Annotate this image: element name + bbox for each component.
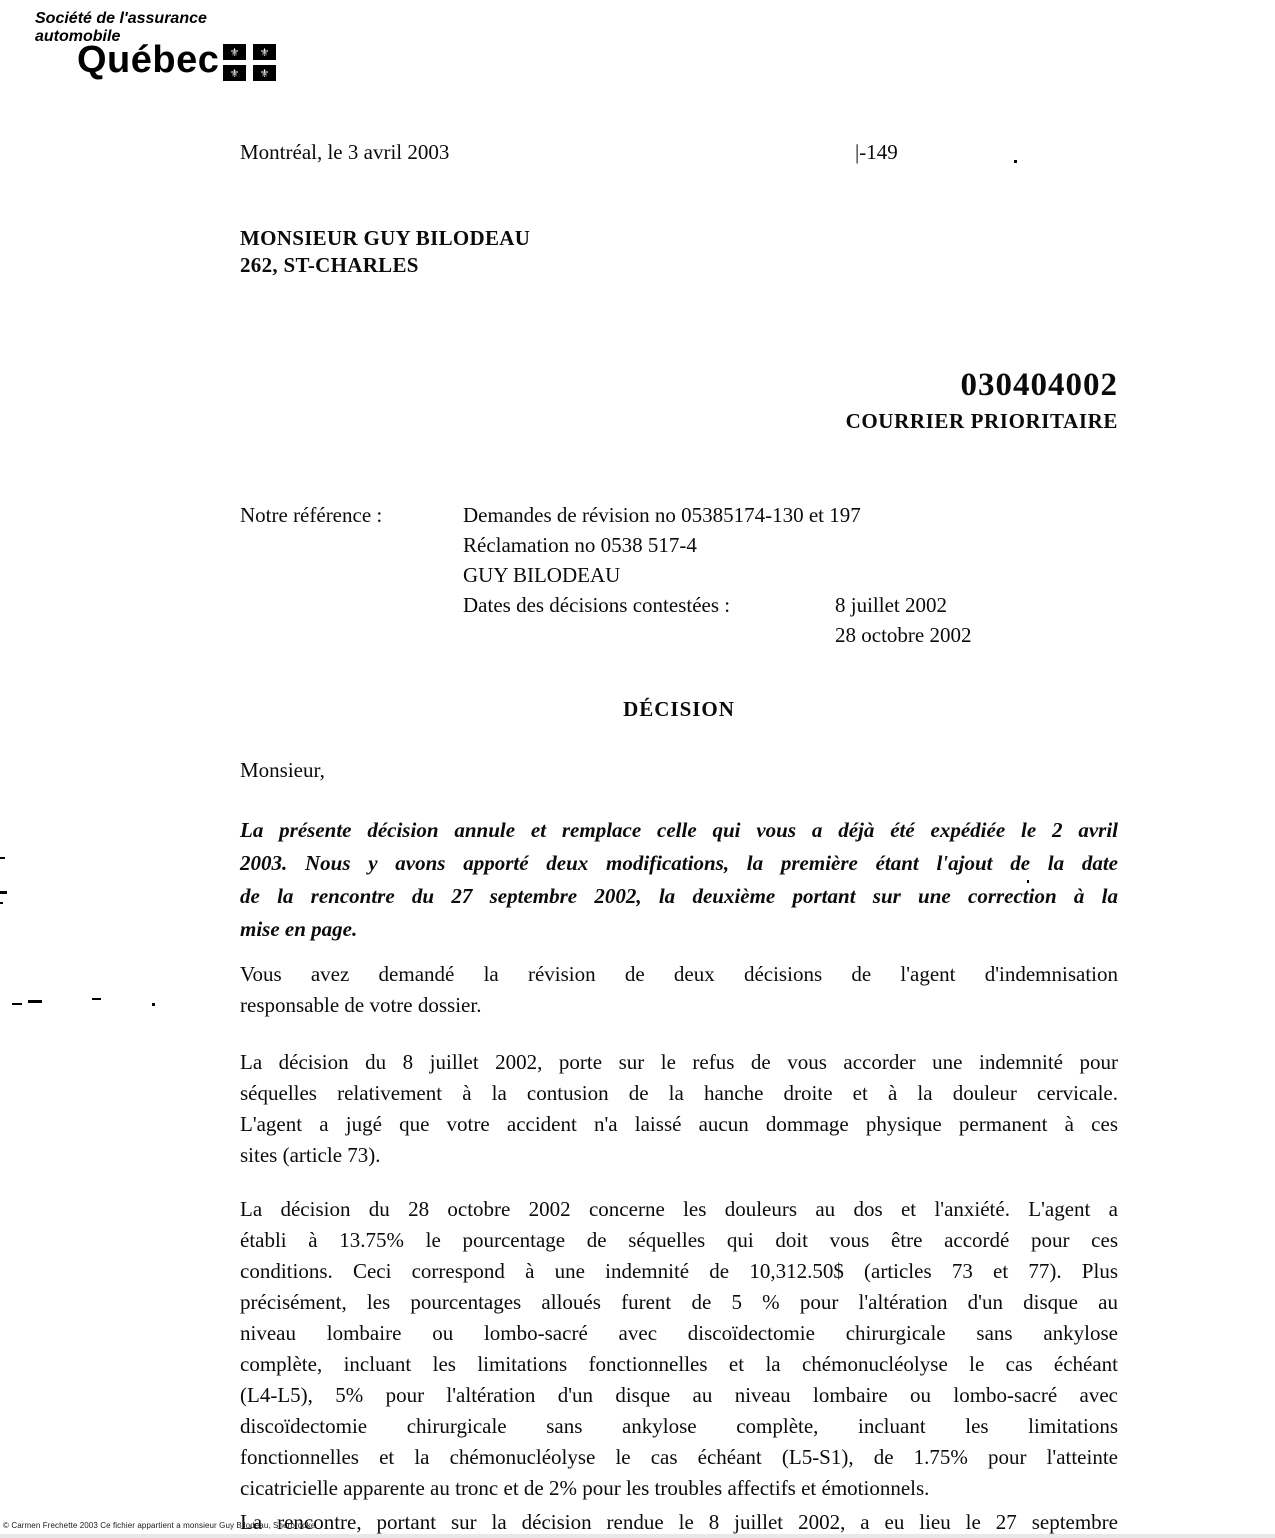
contested-dates-row (463, 590, 1118, 647)
scan-artifact (152, 1003, 155, 1006)
reference-line: GUY BILODEAU (463, 563, 621, 587)
decision-title: DÉCISION (623, 697, 735, 721)
paragraph-line: 2003. Nous y avons apporté deux modifications, la première étant l'ajout de la date (240, 851, 1118, 875)
paragraph-line: niveau lombaire ou lombo-sacré avec discoïdectomie chirurgicale sans ankylose (240, 1321, 1118, 1345)
paragraph-line: complète, incluant les limitations fonctionnelles et la chémonucléolyse le cas échéant (240, 1352, 1118, 1376)
scan-artifact (0, 891, 7, 894)
dateline: Montréal, le 3 avril 2003 (240, 140, 450, 164)
fleur-de-lis-icon: ⚜ (253, 65, 276, 81)
page-reference: |-149 (855, 140, 898, 164)
addressee-address-clipped: 262, ST-CHARLES (240, 253, 419, 277)
paragraph-clipped-bottom (240, 1507, 1118, 1538)
paragraph-line: Vous avez demandé la révision de deux décisions de l'agent d'indemnisation (240, 962, 1118, 986)
scan-artifact (12, 1003, 22, 1005)
paragraph-line: mise en page. (240, 917, 358, 941)
contested-dates (835, 590, 971, 650)
paragraph-line: (L4-L5), 5% pour l'altération d'un disque au niveau lombaire ou lombo-sacré avec (240, 1383, 1118, 1407)
fleur-de-lis-icon: ⚜ (253, 44, 276, 60)
paragraph-decision-8-juillet (240, 1047, 1118, 1171)
paragraph-line: La rencontre, portant sur la décision rendue le 8 juillet 2002, a eu lieu le 27 septembre (240, 1510, 1118, 1534)
paragraph-line: cicatricielle apparente au tronc et de 2% pour les troubles affectifs et émotionnels. (240, 1476, 930, 1500)
paragraph-line: précisément, les pourcentages alloués furent de 5 % pour l'altération d'un disque au (240, 1290, 1118, 1314)
paragraph-line: discoïdectomie chirurgicale sans ankylose complète, incluant les limitations (240, 1414, 1118, 1438)
scan-artifact (1027, 880, 1029, 883)
salutation: Monsieur, (240, 758, 325, 782)
paragraph-decision-28-octobre (240, 1194, 1118, 1504)
tracking-number: 030404002 (960, 367, 1118, 403)
fleur-de-lis-icon: ⚜ (223, 44, 246, 60)
paragraph-line: La présente décision annule et remplace celle qui vous a déjà été expédiée le 2 avril (240, 818, 1118, 842)
contested-date: 8 juillet 2002 (835, 593, 947, 617)
logo-org-line1: Société de l'assurance (35, 10, 207, 27)
scan-artifact (92, 998, 101, 1000)
paragraph-line: responsable de votre dossier. (240, 993, 482, 1017)
paragraph-line: La décision du 8 juillet 2002, porte sur le refus de vous accorder une indemnité pour (240, 1050, 1118, 1074)
quebec-flag-icon (223, 44, 276, 81)
paragraph-line: conditions. Ceci correspond à une indemnité de 10,312.50$ (articles 73 et 77). Plus (240, 1259, 1118, 1283)
paragraph-revision-request (240, 959, 1118, 1021)
addressee-name: MONSIEUR GUY BILODEAU (240, 226, 531, 250)
scan-artifact (0, 902, 3, 904)
logo-org-line2: automobile (35, 28, 121, 45)
reference-label: Notre référence : (240, 503, 383, 527)
paragraph-line: fonctionnelles et la chémonucléolyse le cas échéant (L5-S1), de 1.75% pour l'atteinte (240, 1445, 1118, 1469)
scan-artifact (28, 1000, 42, 1003)
paragraph-line: séquelles relativement à la contusion de la hanche droite et à la douleur cervicale. (240, 1081, 1118, 1105)
quebec-wordmark: Québec (77, 39, 220, 81)
amendment-notice-paragraph (240, 814, 1118, 946)
paragraph-line: L'agent a jugé que votre accident n'a laissé aucun dommage physique permanent à ces (240, 1112, 1118, 1136)
reference-line: Réclamation no 0538 517-4 (463, 533, 697, 557)
paragraph-line: de la rencontre du 27 septembre 2002, la deuxième portant sur une correction à la (240, 884, 1118, 908)
mail-block (240, 367, 1118, 434)
reference-line: Demandes de révision no 05385174-130 et 197 (463, 503, 861, 527)
fleur-de-lis-icon: ⚜ (223, 65, 246, 81)
paragraph-line: sites (article 73). (240, 1143, 381, 1167)
scan-artifact (1014, 160, 1017, 163)
footer-copyright-note: © Carmen Frechette 2003 Ce fichier appartient a monsieur Guy Bilodeau, Sherbrooke (3, 1521, 316, 1530)
scan-artifact (0, 857, 5, 859)
paragraph-line: La décision du 28 octobre 2002 concerne les douleurs au dos et l'anxiété. L'agent a (240, 1197, 1118, 1221)
contested-date: 28 octobre 2002 (835, 623, 972, 647)
reference-values (463, 500, 1118, 647)
contested-dates-label: Dates des décisions contestées : (463, 593, 731, 617)
priority-mail-label: COURRIER PRIORITAIRE (845, 409, 1118, 433)
paragraph-line: établi à 13.75% le pourcentage de séquelles qui doit vous être accordé pour ces (240, 1228, 1118, 1252)
